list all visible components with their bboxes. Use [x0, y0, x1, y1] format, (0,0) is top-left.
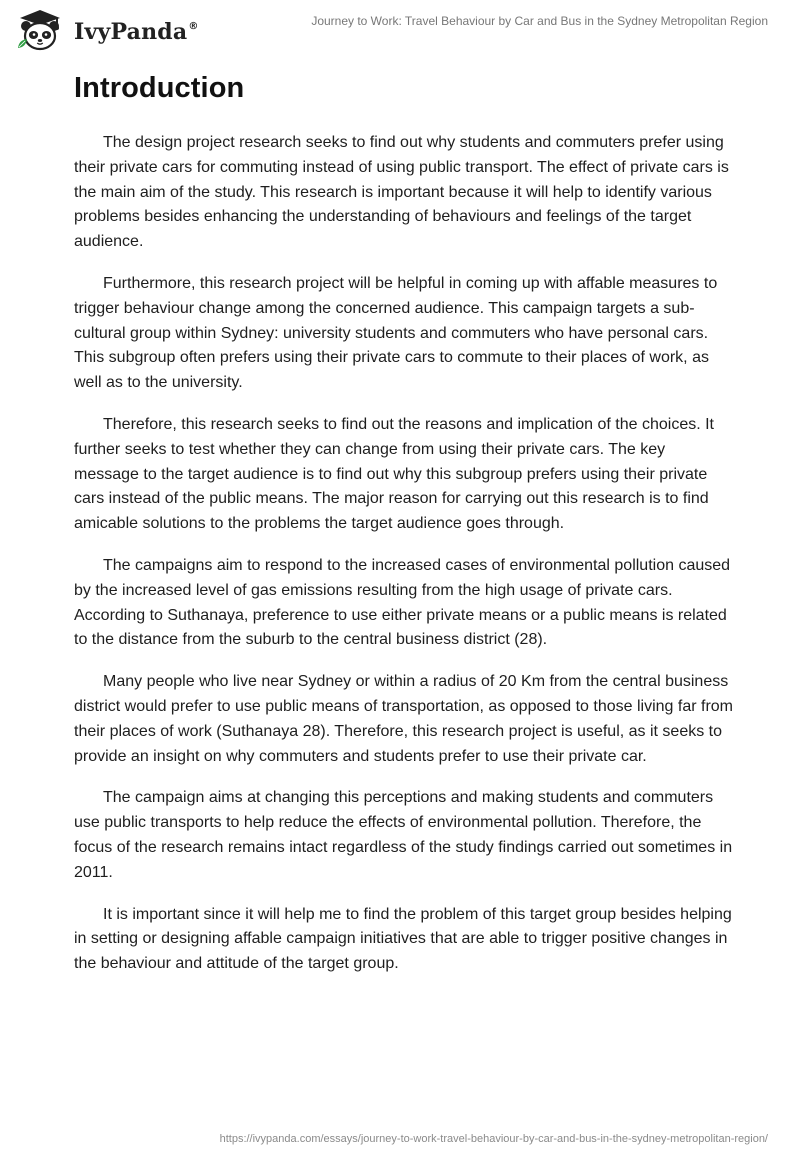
source-url-link[interactable]: https://ivypanda.com/essays/journey-to-work-travel-behaviour-by-car-and-bus-in-the-sydney-metropolitan-region/ — [219, 1133, 768, 1145]
paragraph: It is important since it will help me to find the problem of this target group besides helping in setting or designing affable campaign initiatives that are able to trigger positive changes in the behaviour and attitude of the target group. — [74, 905, 732, 973]
ivypanda-logo[interactable] — [14, 8, 199, 54]
paragraph: Furthermore, this research project will be helpful in coming up with affable measures to trigger behaviour change among the concerned audience. This campaign targets a sub-cultural group within Sydney: university students and commuters who have personal cars. This subgroup often prefers using their private cars to commute to their places of work, as well as to the university. — [74, 274, 718, 392]
paragraph: The campaigns aim to respond to the increased cases of environmental pollution caused by the increased level of gas emissions resulting from the high usage of private cars. According to Suthanaya, preference to use either private means or a public means is related to the distance from the suburb to the central business district (28). — [74, 556, 731, 649]
panda-graduate-icon — [14, 8, 66, 54]
paragraph-list — [74, 131, 734, 994]
registered-mark: ® — [188, 20, 199, 32]
paragraph: The design project research seeks to find out why students and commuters prefer using their private cars for commuting instead of using public transport. The effect of private cars is the main aim of the study. This research is important because it will help to identify various problems besides enhancing the understanding of behaviours and feelings of the target audience. — [74, 134, 729, 251]
paragraph: The campaign aims at changing this perceptions and making students and commuters use public transports to help reduce the effects of environmental pollution. Therefore, the focus of the research remains intact regardless of the study findings carried out sometimes in 2011. — [74, 789, 733, 881]
logo-wordmark: IvyPanda® — [74, 19, 199, 45]
paragraph: Therefore, this research seeks to find out the reasons and implication of the choices. It further seeks to test whether they can change from using their private cars. The key message to the target audience is to find out why this subgroup prefers using their private cars instead of the public means. The major reason for carrying out this research is to find amicable solutions to the problems the target audience goes through. — [74, 415, 714, 533]
document-title: Journey to Work: Travel Behaviour by Car and Bus in the Sydney Metropolitan Region — [311, 14, 768, 28]
page-header — [0, 0, 800, 60]
section-heading: Introduction — [74, 72, 245, 104]
paragraph: Many people who live near Sydney or within a radius of 20 Km from the central business district would prefer to use public means of transportation, as opposed to those living far from their places of work (Suthanaya 28). Therefore, this research project is useful, as it seeks to provide an insight on why commuters and students prefer to use their private car. — [74, 673, 734, 765]
